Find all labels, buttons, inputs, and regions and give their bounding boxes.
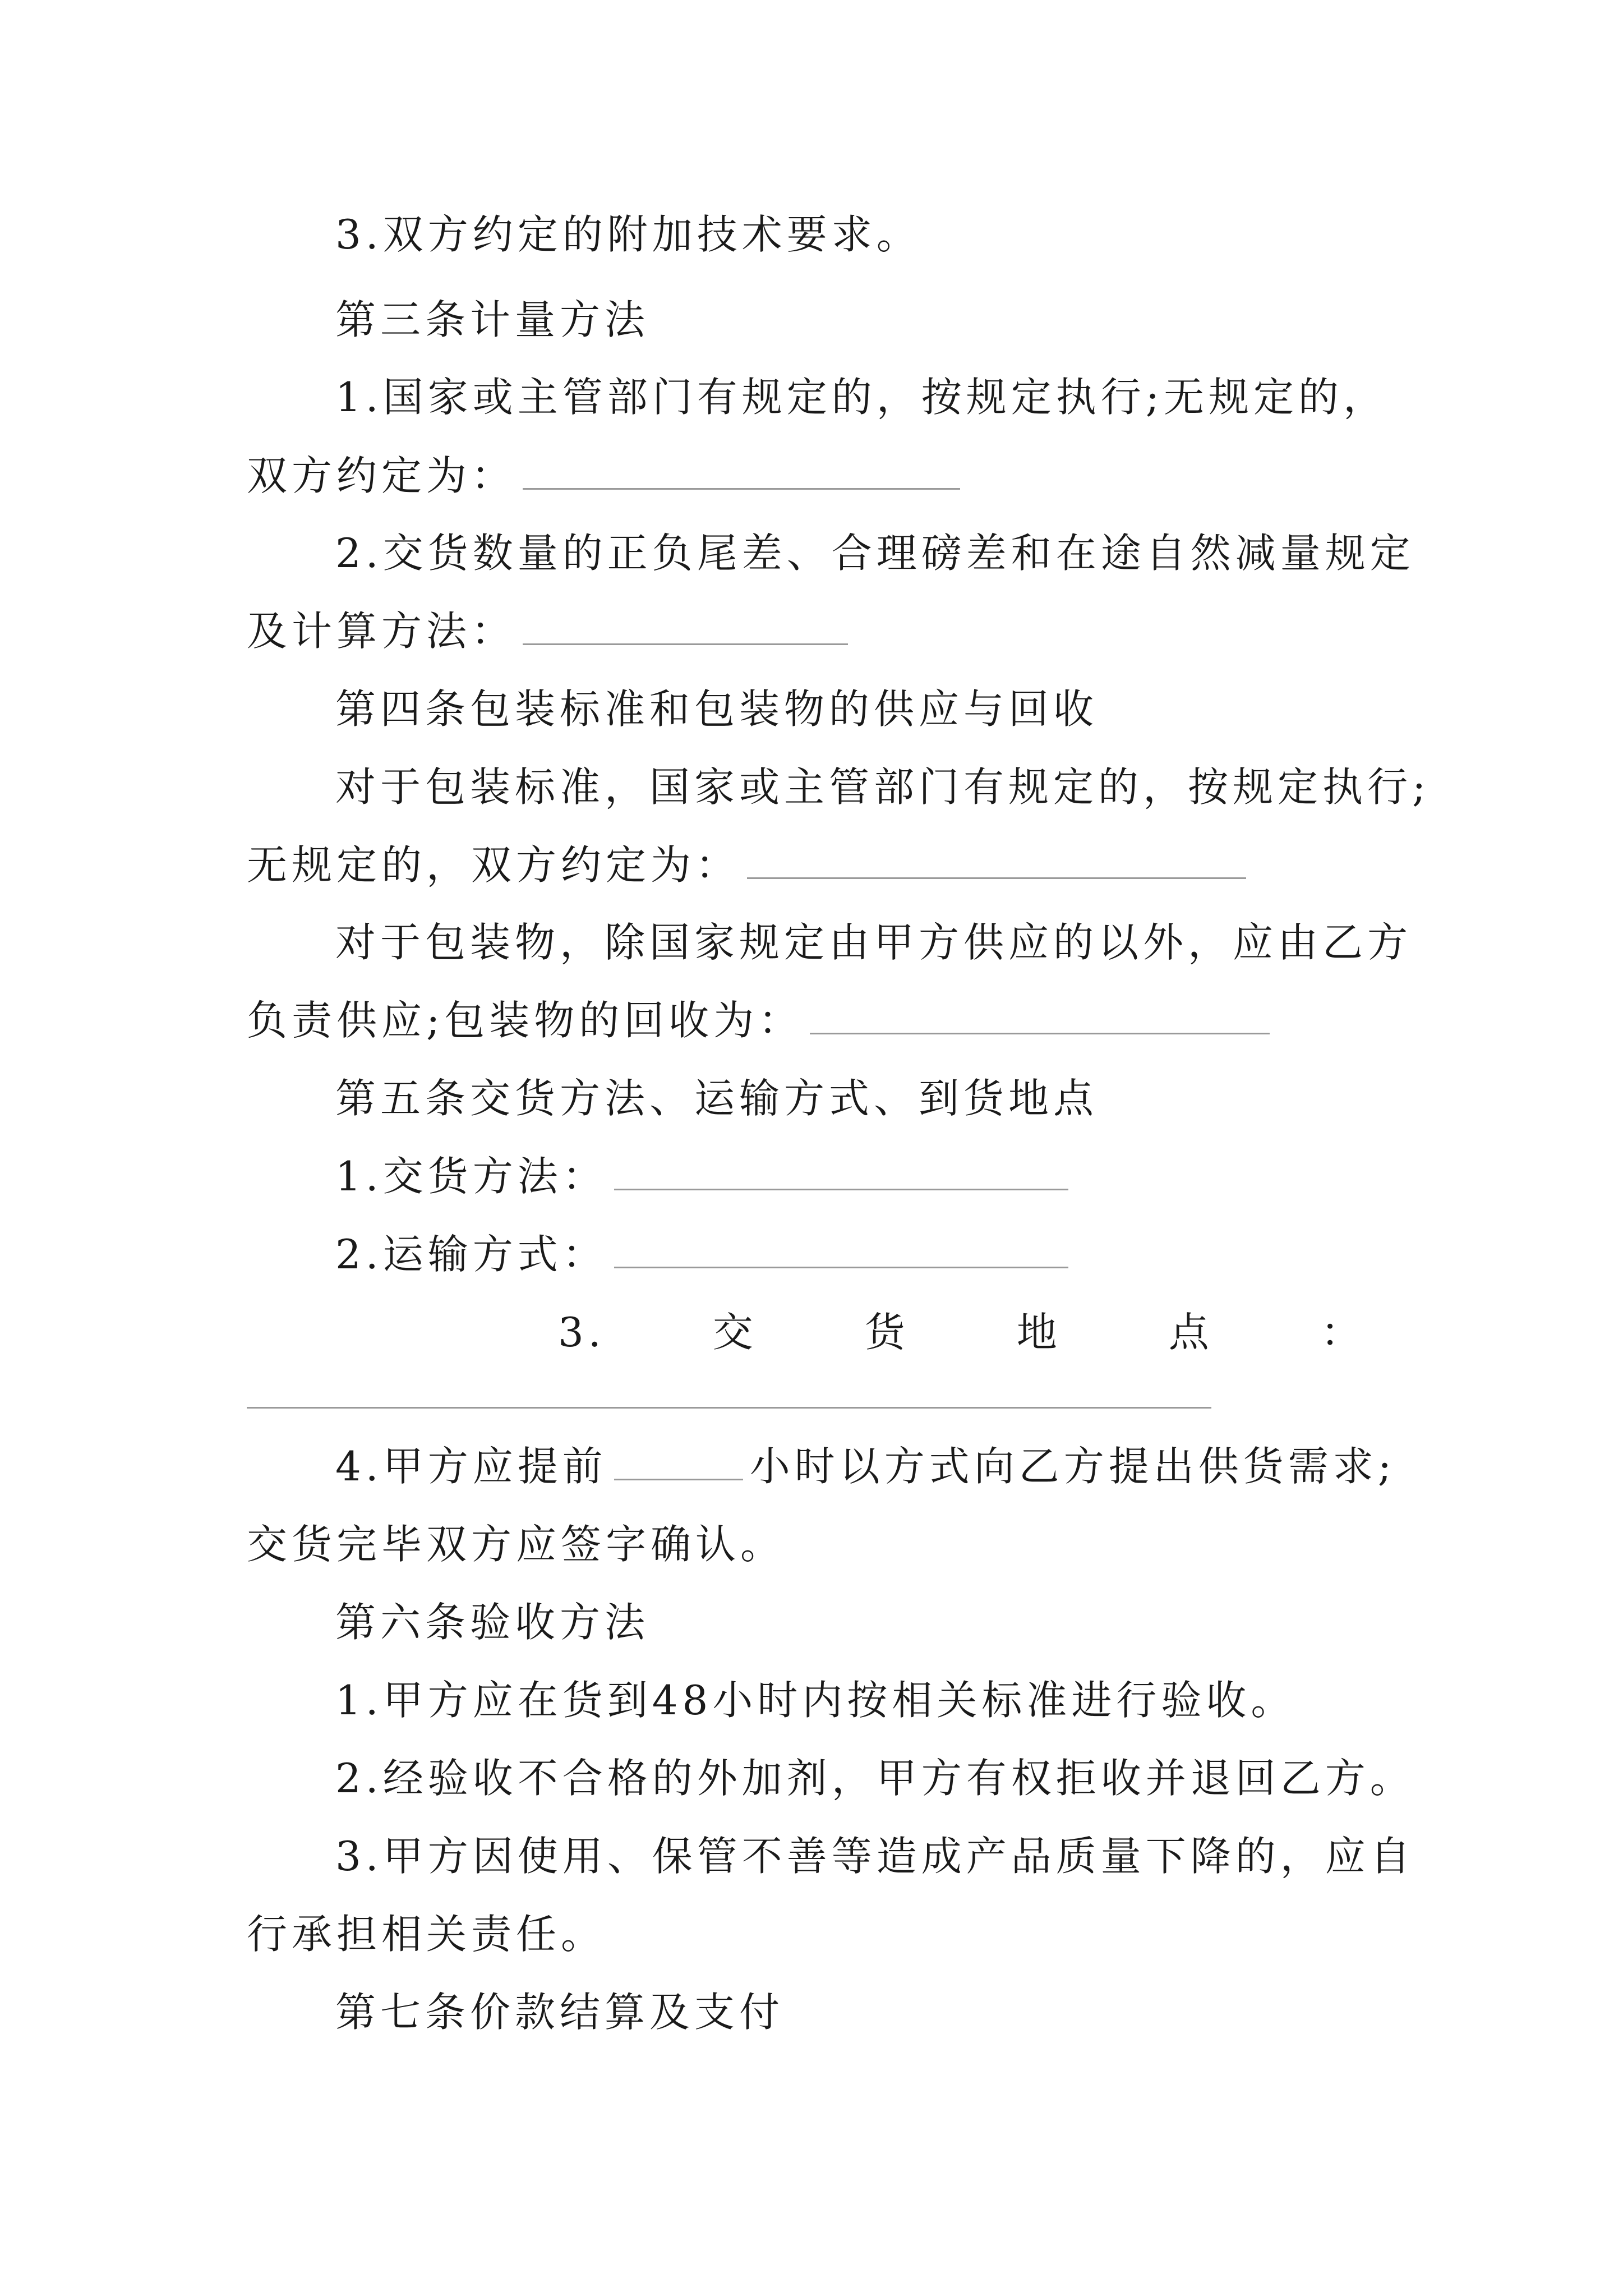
clause-2-item-3: 3.双方约定的附加技术要求。 [335, 211, 921, 258]
clause-5-item-3 [558, 1304, 1366, 1360]
clause-4-heading: 第四条包装标准和包装物的供应与回收 [335, 685, 1099, 733]
clause-5-item-1-text: 1.交货方法： [335, 1153, 607, 1200]
clause-3-heading: 第三条计量方法 [335, 296, 650, 343]
clause-6-heading: 第六条验收方法 [335, 1599, 650, 1646]
fill-blank-full-width[interactable] [247, 1407, 1211, 1409]
clause-3-item-2: 2.交货数量的正负尾差、合理磅差和在途自然减量规定 [335, 530, 1415, 577]
fill-blank[interactable] [523, 604, 848, 645]
clause-4-para-2: 对于包装物，除国家规定由甲方供应的以外，应由乙方 [335, 919, 1413, 966]
clause-3-item-2-cont [247, 603, 848, 659]
clause-4-para-1-cont-text: 无规定的，双方约定为： [247, 841, 741, 889]
clause-5-item-2 [335, 1226, 1068, 1282]
clause-5-item-3-part: 货 [864, 1309, 910, 1356]
clause-4-para-1: 对于包装标准，国家或主管部门有规定的，按规定执行; [335, 763, 1431, 811]
fill-blank[interactable] [810, 993, 1270, 1034]
clause-4-para-2-cont [247, 992, 1270, 1048]
clause-5-heading: 第五条交货方法、运输方式、到货地点 [335, 1075, 1099, 1122]
clause-3-item-1-cont-text: 双方约定为： [247, 452, 517, 499]
clause-6-item-1: 1.甲方应在货到48小时内按相关标准进行验收。 [335, 1677, 1296, 1724]
clause-5-item-4-text-a: 4.甲方应提前 [335, 1443, 607, 1490]
clause-6-item-3: 3.甲方因使用、保管不善等造成产品质量下降的，应自 [335, 1833, 1415, 1880]
fill-blank[interactable] [614, 1439, 743, 1480]
clause-4-para-1-cont [247, 837, 1246, 893]
fill-blank[interactable] [614, 1149, 1068, 1190]
clause-5-item-1 [335, 1148, 1068, 1204]
clause-6-item-3-cont: 行承担相关责任。 [247, 1911, 606, 1958]
clause-5-item-3-part: 交 [712, 1309, 758, 1356]
fill-blank[interactable] [523, 449, 960, 490]
clause-7-heading: 第七条价款结算及支付 [335, 1989, 785, 2036]
clause-5-item-3-part: 点 [1168, 1309, 1214, 1356]
fill-blank[interactable] [747, 838, 1246, 879]
clause-5-item-3-part: 地 [1016, 1309, 1062, 1356]
clause-4-para-2-cont-text: 负责供应;包装物的回收为： [247, 997, 804, 1044]
fill-blank[interactable] [614, 1227, 1068, 1268]
clause-5-item-3-part: ： [1320, 1309, 1366, 1356]
clause-3-item-2-cont-text: 及计算方法： [247, 608, 517, 655]
clause-5-item-2-text: 2.运输方式： [335, 1231, 607, 1278]
clause-5-item-4 [335, 1438, 1396, 1494]
clause-3-item-1-cont [247, 448, 960, 504]
clause-5-item-4-text-b: 小时以方式向乙方提出供货需求; [749, 1443, 1396, 1490]
clause-3-item-1: 1.国家或主管部门有规定的，按规定执行;无规定的， [335, 374, 1388, 421]
clause-5-item-3-part: 3. [558, 1309, 606, 1356]
clause-6-item-2: 2.经验收不合格的外加剂，甲方有权拒收并退回乙方。 [335, 1755, 1415, 1802]
clause-5-item-4-cont: 交货完毕双方应签字确认。 [247, 1521, 786, 1568]
